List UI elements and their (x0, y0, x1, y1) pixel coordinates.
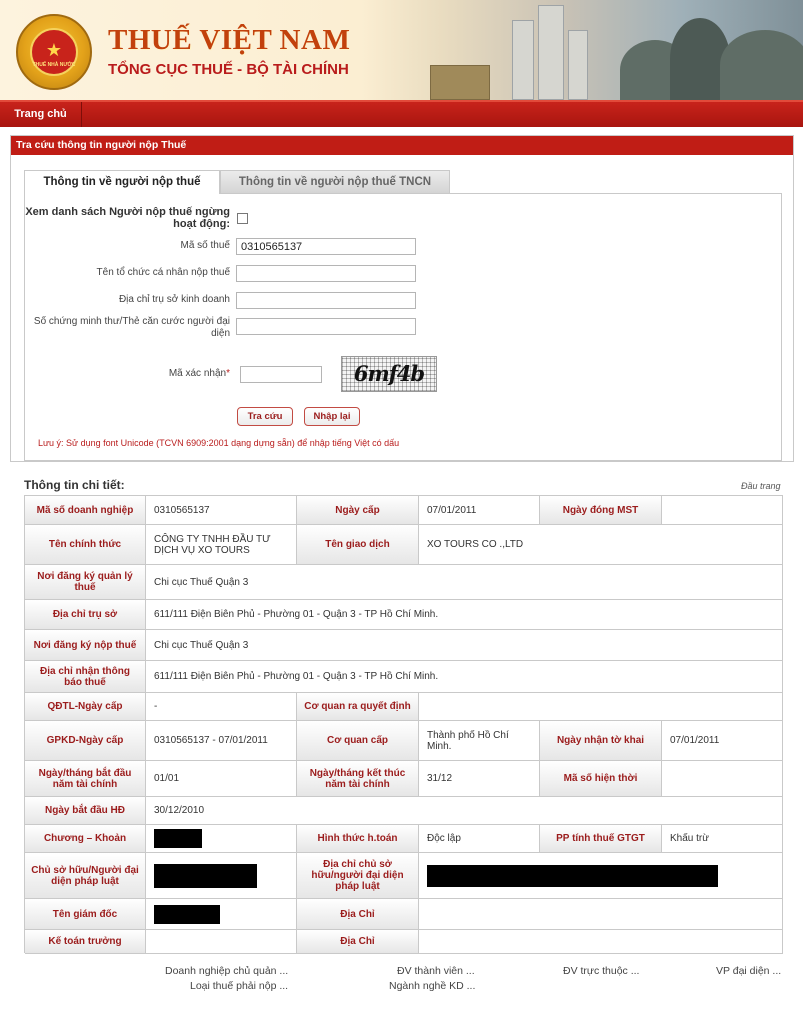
emblem-logo-icon (16, 14, 92, 90)
header-cell: Ngày/tháng kết thúc năm tài chính (297, 761, 419, 797)
tab-personal-income-taxpayer[interactable]: Thông tin về người nộp thuế TNCN (220, 170, 450, 193)
fiscal-year-end-value: 31/12 (419, 761, 540, 797)
header-cell: Cơ quan ra quyết định (297, 693, 419, 721)
fiscal-year-start-value: 01/01 (146, 761, 297, 797)
header-cell: Địa Chỉ (297, 930, 419, 954)
header-banner (0, 0, 803, 100)
subsidiary-units-link[interactable]: ĐV trực thuộc ... (563, 965, 640, 977)
director-name-value (146, 899, 297, 930)
header-cell: Địa chỉ chủ sở hữu/người đại diện pháp luật (297, 853, 419, 899)
header-cell: Chương – Khoản (25, 825, 146, 853)
lookup-panel-title: Tra cứu thông tin người nộp Thuế (11, 136, 793, 155)
operation-start-date-value: 30/12/2010 (146, 797, 783, 825)
emblem-center (30, 28, 78, 76)
vat-method-value: Khấu trừ (662, 825, 783, 853)
nav-home[interactable]: Trang chủ (0, 102, 82, 127)
lookup-form (24, 193, 782, 461)
member-units-link[interactable]: ĐV thành viên ... (397, 965, 475, 977)
search-button[interactable]: Tra cứu (237, 407, 293, 426)
redacted-block (154, 864, 257, 888)
header-scenery-image (420, 0, 803, 100)
header-cell: Kế toán trưởng (25, 930, 146, 954)
redacted-block (427, 865, 718, 887)
issue-date-value: 07/01/2011 (419, 496, 540, 525)
header-cell: Địa chỉ trụ sở (25, 600, 146, 630)
official-name-value: CÔNG TY TNHH ĐẦU TƯ DỊCH VỤ XO TOURS (146, 525, 297, 565)
lookup-panel (10, 135, 794, 462)
notification-address-value: 611/111 Điện Biên Phủ - Phường 01 - Quận 3 - TP Hồ Chí Minh. (146, 661, 783, 693)
header-cell: Ngày nhận tờ khai (540, 721, 662, 761)
closing-date-value (662, 496, 783, 525)
director-address-value (419, 899, 783, 930)
accountant-address-value (419, 930, 783, 954)
payable-taxes-link[interactable]: Loại thuế phải nộp ... (190, 980, 289, 992)
declaration-date-value: 07/01/2011 (662, 721, 783, 761)
required-mark: * (226, 368, 230, 379)
representative-office-link[interactable]: VP đại diện ... (716, 965, 782, 977)
header-cell: Ngày đóng MST (540, 496, 662, 525)
star-icon: ★ (45, 40, 63, 60)
captcha-input[interactable] (240, 366, 322, 383)
header-cell: Tên giám đốc (25, 899, 146, 930)
current-code-value (662, 761, 783, 797)
owner-representative-value (146, 853, 297, 899)
id-card-label: Số chứng minh thư/Thẻ căn cước người đại diện (33, 316, 230, 339)
unicode-note: Lưu ý: Sử dụng font Unicode (TCVN 6909:2001 dạng dựng sẵn) để nhập tiếng Việt có dấu (38, 438, 400, 448)
header-cell: Ngày/tháng bắt đầu năm tài chính (25, 761, 146, 797)
back-to-top-link[interactable]: Đầu trang (741, 481, 781, 491)
header-cell: PP tính thuế GTGT (540, 825, 662, 853)
trade-name-value: XO TOURS CO .,LTD (419, 525, 783, 565)
header-cell: Nơi đăng ký nộp thuế (25, 630, 146, 661)
header-cell: Cơ quan cấp (297, 721, 419, 761)
main-nav (0, 100, 803, 127)
header-cell: Địa chỉ nhận thông báo thuế (25, 661, 146, 693)
owner-address-value (419, 853, 783, 899)
issuing-authority-value: Thành phố Hồ Chí Minh. (419, 721, 540, 761)
tax-payment-office-value: Chi cục Thuế Quận 3 (146, 630, 783, 661)
establishment-decision-value: - (146, 693, 297, 721)
business-address-input[interactable] (236, 292, 416, 309)
tax-code-label: Mã số thuế (180, 240, 230, 251)
header-cell: Tên chính thức (25, 525, 146, 565)
org-name-label: Tên tổ chức cá nhân nộp thuế (96, 267, 230, 278)
decision-authority-value (419, 693, 783, 721)
parent-company-link[interactable]: Doanh nghiệp chủ quản ... (165, 965, 289, 977)
reset-button[interactable]: Nhập lại (304, 407, 360, 426)
captcha-image: 6mf4b (341, 356, 437, 392)
header-cell: QĐTL-Ngày cấp (25, 693, 146, 721)
header-cell: Ngày bắt đầu HĐ (25, 797, 146, 825)
redacted-block (154, 905, 220, 924)
header-cell: Ngày cấp (297, 496, 419, 525)
business-lines-link[interactable]: Ngành nghề KD ... (389, 980, 476, 992)
details-table (24, 495, 783, 953)
business-license-value: 0310565137 - 07/01/2011 (146, 721, 297, 761)
header-cell: Hình thức h.toán (297, 825, 419, 853)
tab-taxpayer-info[interactable]: Thông tin về người nộp thuế (24, 170, 220, 194)
stopped-taxpayers-checkbox[interactable] (237, 213, 248, 224)
header-cell: Chủ sở hữu/Người đại diện pháp luật (25, 853, 146, 899)
business-address-label: Địa chỉ trụ sở kinh doanh (118, 294, 230, 305)
org-name-input[interactable] (236, 265, 416, 282)
header-cell: Tên giao dịch (297, 525, 419, 565)
id-card-input[interactable] (236, 318, 416, 335)
site-subtitle: TỔNG CỤC THUẾ - BỘ TÀI CHÍNH (108, 61, 349, 78)
enterprise-code-value: 0310565137 (146, 496, 297, 525)
captcha-label (25, 368, 230, 379)
header-cell: GPKD-Ngày cấp (25, 721, 146, 761)
chapter-item-value (146, 825, 297, 853)
site-title: THUẾ VIỆT NAM (108, 24, 351, 56)
accounting-type-value: Độc lập (419, 825, 540, 853)
captcha-label-text: Mã xác nhận (168, 368, 227, 379)
header-cell: Địa Chỉ (297, 899, 419, 930)
tax-code-input[interactable] (236, 238, 416, 255)
header-cell: Mã số doanh nghiệp (25, 496, 146, 525)
redacted-block (154, 829, 202, 848)
stopped-taxpayers-label: Xem danh sách Người nộp thuế ngừng hoạt động: (25, 206, 230, 230)
head-office-address-value: 611/111 Điện Biên Phủ - Phường 01 - Quận 3 - TP Hồ Chí Minh. (146, 600, 783, 630)
chief-accountant-value (146, 930, 297, 954)
header-cell: Mã số hiện thời (540, 761, 662, 797)
tax-management-office-value: Chi cục Thuế Quận 3 (146, 565, 783, 600)
header-cell: Nơi đăng ký quản lý thuế (25, 565, 146, 600)
details-title: Thông tin chi tiết: (24, 478, 125, 492)
emblem-text: THUẾ NHÀ NƯỚC (32, 62, 76, 68)
